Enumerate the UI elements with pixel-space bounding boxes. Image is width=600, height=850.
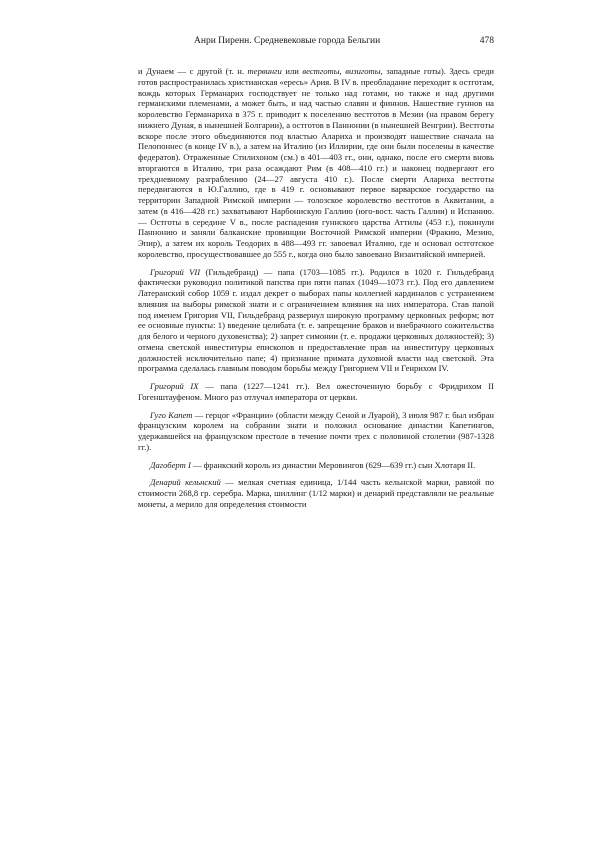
paragraph-goths — [138, 66, 494, 260]
entry-term: Дагоберт I — [150, 459, 191, 470]
running-title: Анри Пиренн. Средневековые города Бельгии — [194, 36, 381, 46]
paragraph-gregory-ix — [138, 381, 494, 403]
paragraph-hugh-capet — [138, 410, 494, 453]
paragraph-denarius — [138, 477, 494, 509]
paragraph-text: — герцог «Франции» (области между Сеной и Луарой), 3 июля 987 г. был избран французским королем на собрании знати и положил основание династии Капетингов, удержавшейся на французском престоле в течение почти трех с половиной столетии (987-1328 гг.). — [138, 409, 494, 452]
paragraph-text: — франкский король из династии Меровингов (629—639 гг.) сын Хлотаря II. — [190, 459, 476, 470]
paragraph-text: (Гильдебранд) — папа (1703—1085 гг.). Родился в 1020 г. Гильдебранд фактически руководил политикой папства при пяти папах (1049—1073 гг.). Под его давлением Латеранский собор 1059 г. издал декрет о выборах папы коллегией кардиналов с устранением влияния на выборы римской знати и с ограничением влияния на них императора. Став папой под именем Григория VII, Гильдебранд развернул широкую программу церковных реформ; вот ее основные пункты: 1) введение целибата (т. е. запрещение браков и внебрачного сожительства для белого и черного духовенства); 2) запрет симонии (т. е. продажи церковных должностей); 3) отмена светской инвеституры епископов и предоставление прав на инвеституру церковных должностей исключительно папе; 4) признание примата духовной власти над светской. Эта программа сделалась главным поводом борьбы между Григорием VII и Генрихом IV. — [138, 266, 494, 374]
paragraph-text: и Дунаем — с другой (т. н. тервинги или вестготы, визиготы, западные готы). Здесь среди готов распространилась христианская «ересь» Ария. В IV в. преобладание переходит к остготам, вождь которых Германарих господствует не только над готами, но также и над другими германскими племенами, а может быть, и над частью славян и финнов. Нашествие гуннов на королевство Германариха в 375 г. приводит к поселению вестготов в Мезии (на правом берегу нижнего Дуная, в нынешней Болгарии), а остготов в Паннонии (в нынешней Венгрии). Вестготы вскоре после этого объединяются под властью Алариха и производят нашествие сначала на Пелопоннес (в конце IV в.), а затем на Италию (из Иллирии, где они были поселены в качестве федератов). Отраженные Стилихоном (см.) в 401—403 гг., они, однако, после его смерти вновь вторгаются в Италию, три раза осаждают Рим (в 408—410 гг.) и наконец подвергают его трехдневному разграблению (24—27 августа 410 г.). После смерти Алариха вестготы передвигаются в Ю.Галлию, где в 419 г. основывают первое варварское государство на территории Западной Римской империи — толозское королевство вестготов в Аквитании, а затем (в 416—428 гг.) захватывают Нарбонискую Галлию (юго-вост. часть Галлии) и Испанию. — Остготы в середине V в., после распадения гуннского царства Аттилы (453 г.), покинули Паннонию и заняли балканские провинции Восточной Римской империи (Фракию, Мезию, Эпир), а затем их король Теодорих в 488—493 гг. завоевал Италию, где и основал остготское королевство, просуществовавшее до 555 г., когда оно было завоевано Византийской империей. — [138, 66, 495, 259]
paragraph-text: — папа (1227—1241 гг.). Вел ожесточенную борьбу с Фридрихом II Гогенштауфеном. Много раз отлучал императора от церкви. — [138, 381, 494, 402]
page-number: 478 — [479, 36, 494, 46]
entry-term: Григорий VII — [150, 266, 201, 277]
text-body — [138, 66, 494, 517]
running-header — [138, 34, 494, 48]
paragraph-text: — мелкая счетная единица, 1/144 часть кельнской марки, равной по стоимости 268,8 гр. серебра. Марка, шиллинг (1/12 марки) и денарий представляли не реальные монеты, а мерило для определения стоимости — [138, 477, 495, 509]
entry-term: Гуго Капет — [150, 409, 193, 420]
entry-term: Григорий IX — [150, 381, 199, 391]
entry-term: Денарий кельнский — [150, 477, 221, 488]
paragraph-gregory-vii — [138, 267, 494, 375]
paragraph-dagobert — [138, 460, 494, 471]
